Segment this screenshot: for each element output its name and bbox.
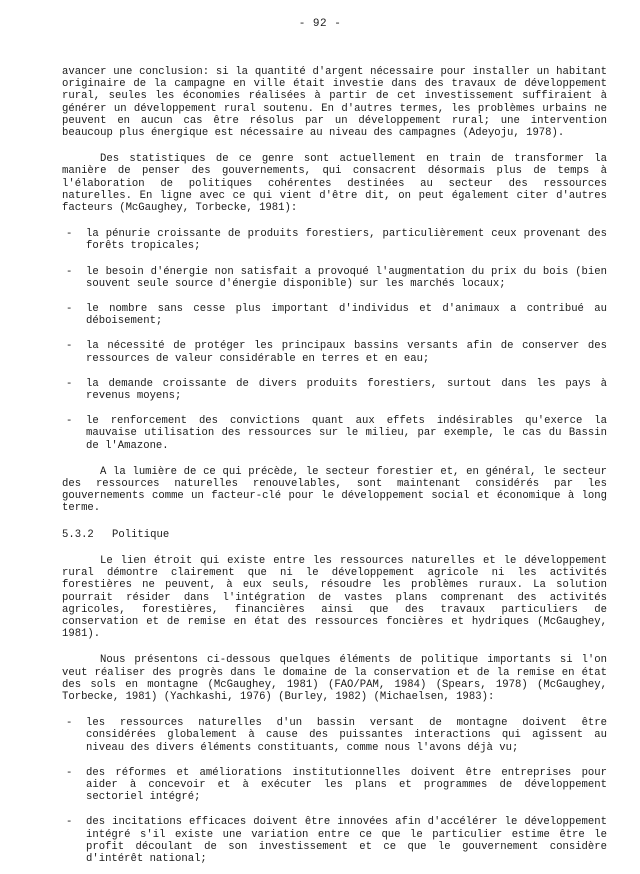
paragraph-policy-link: Le lien étroit qui existe entre les ressources naturelles et le développement rural démontre clairement que ni le développement agricole ni les activités forestières ne peuvent, à eux seuls, résoudre les problèmes ruraux. La solution pourrait résider dans l'intégration de vastes plans comprenant des activités agricoles, forestières, financières ainsi que des travaux particuliers de conservation et de remise en état des ressources foncières et hydriques (McGaughey, 1981). [62, 554, 607, 641]
list-item: - le nombre sans cesse plus important d'individus et d'animaux a contribué au déboisement; [66, 303, 607, 328]
paragraph-statistics: Des statistiques de ce genre sont actuellement en train de transformer la manière de penser des gouvernements, qui consacrent désormais plus de temps à l'élaboration de politiques cohérentes destinées au secteur des ressources naturelles. En ligne avec ce qui vient d'être dit, on peut également citer d'autres facteurs (McGaughey, Torbecke, 1981): [62, 153, 607, 215]
paragraph-intro: avancer une conclusion: si la quantité d'argent nécessaire pour installer un habitant originaire de la campagne en ville était investie dans des travaux de développement rural, seules les économies réalisées à partir de cet investissement suffiraient à générer un développement rural soutenu. En d'autres termes, les problèmes urbains ne peuvent en aucun cas être résolus par un développement rural; une intervention beaucoup plus énergique est nécessaire au niveau des campagnes (Adeyoju, 1978). [62, 66, 607, 140]
page-number: - 92 - [298, 18, 342, 30]
section-heading [62, 529, 607, 541]
list-item: - la demande croissante de divers produits forestiers, surtout dans les pays à revenus moyens; [66, 377, 607, 403]
list-item: - les ressources naturelles d'un bassin versant de montagne doivent être considérées globalement à cause des puissantes interactions qui agissent au niveau des divers éléments constituants, comme nous l'avons déjà vu; [66, 717, 607, 754]
list-item: - le besoin d'énergie non satisfait a provoqué l'augmentation du prix du bois (bien souvent seule source d'énergie disponible) sur les marchés locaux; [66, 265, 607, 290]
section-title: Politique [112, 528, 170, 541]
list-item: - des réformes et améliorations institutionnelles doivent être entreprises pour aider à concevoir et à exécuter les plans et programmes de développement sectoriel intégré; [66, 766, 607, 804]
list-item: - des incitations efficaces doivent être innovées afin d'accélérer le développement intégré s'il existe une variation entre ce que le particulier estime être le profit découlant de son investissement et ce que le gouvernement considère d'intérêt national; [66, 816, 607, 865]
list-item: - le renforcement des convictions quant aux effets indésirables qu'exerce la mauvaise utilisation des ressources sur le milieu, par exemple, le cas du Bassin de l'Amazone. [66, 415, 607, 452]
policy-list [62, 717, 607, 865]
paragraph-conclusion: A la lumière de ce qui précède, le secteur forestier et, en général, le secteur des ressources naturelles renouvelables, sont maintenant considérés par les gouvernements comme un facteur-clé pour le développement social et économique à long terme. [62, 465, 607, 515]
list-item: - la pénurie croissante de produits forestiers, particulièrement ceux provenant des forêts tropicales; [66, 228, 607, 253]
page-body [62, 66, 607, 865]
list-item: - la nécessité de protéger les principaux bassins versants afin de conserver des ressources de valeur considérable en terres et en eau; [66, 340, 607, 365]
section-number: 5.3.2 [62, 528, 94, 541]
factors-list [62, 228, 607, 452]
paragraph-policy-elements: Nous présentons ci-dessous quelques éléments de politique importants si l'on veut réaliser des progrès dans le domaine de la conservation et de la remise en état des sols en montagne (McGaughey, 1981) (FAO/PAM, 1984) (Spears, 1978) (McGaughey, Torbecke, 1981) (Yachkashi, 1976) (Burley, 1982) (Michaelsen, 1983): [62, 654, 607, 703]
